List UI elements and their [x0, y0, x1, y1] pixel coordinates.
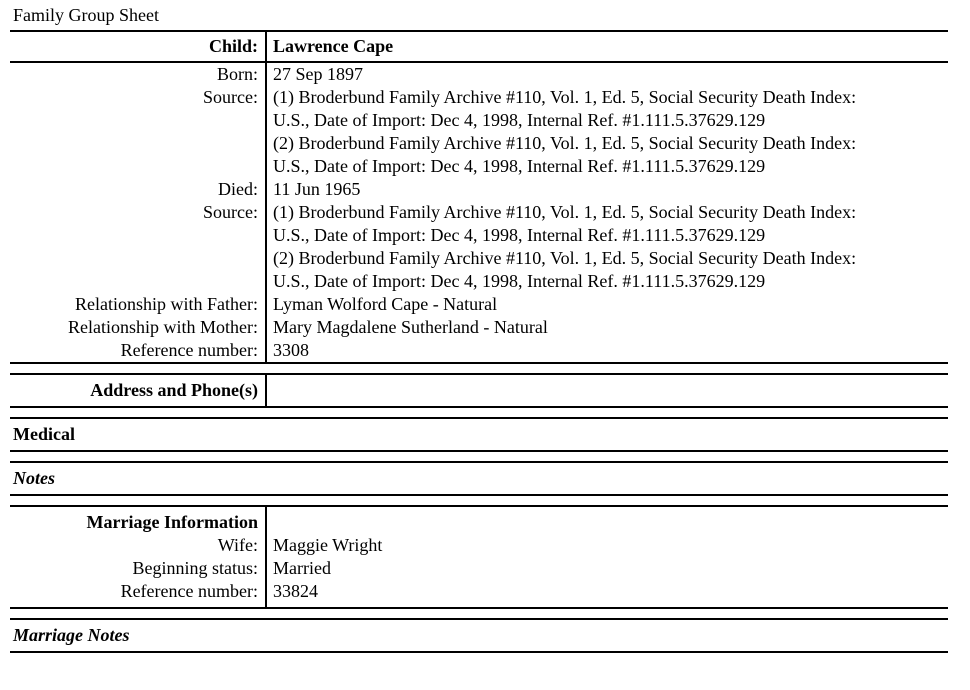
source-line: U.S., Date of Import: Dec 4, 1998, Internal Ref. #1.111.5.37629.129 — [273, 156, 766, 176]
child-section-label: Child: — [10, 32, 267, 61]
source-line: U.S., Date of Import: Dec 4, 1998, Internal Ref. #1.111.5.37629.129 — [273, 225, 766, 245]
field-value-cell — [267, 316, 948, 339]
field-label: Wife: — [10, 534, 267, 557]
field-value: 11 Jun 1965 — [273, 179, 361, 199]
field-label: Relationship with Mother: — [10, 316, 267, 339]
address-header-row — [10, 375, 948, 406]
section-header-marriage-notes: Marriage Notes — [13, 625, 130, 645]
field-label: Reference number: — [10, 339, 267, 362]
source-line: (2) Broderbund Family Archive #110, Vol. 1, Ed. 5, Social Security Death Index: — [273, 133, 857, 153]
section-header-medical: Medical — [13, 424, 75, 444]
row-wife — [10, 534, 948, 557]
field-label: Reference number: — [10, 580, 267, 607]
field-label: Born: — [10, 63, 267, 86]
field-value: 33824 — [273, 581, 318, 601]
row-died-source — [10, 201, 948, 293]
address-empty-cell — [267, 375, 948, 406]
child-name: Lawrence Cape — [273, 36, 394, 56]
field-value: 27 Sep 1897 — [273, 64, 363, 84]
marriage-header-row — [10, 507, 948, 534]
row-marriage-reference-number — [10, 580, 948, 607]
section-header-address: Address and Phone(s) — [10, 375, 267, 406]
source-line: U.S., Date of Import: Dec 4, 1998, Internal Ref. #1.111.5.37629.129 — [273, 271, 766, 291]
marriage-empty-cell — [267, 507, 948, 534]
field-value-cell — [267, 178, 948, 201]
row-reference-number — [10, 339, 948, 362]
field-value-cell — [267, 201, 948, 293]
child-header-row — [10, 32, 948, 63]
source-line: (1) Broderbund Family Archive #110, Vol. 1, Ed. 5, Social Security Death Index: — [273, 202, 857, 222]
row-born — [10, 63, 948, 86]
row-born-source — [10, 86, 948, 178]
page-title: Family Group Sheet — [13, 5, 159, 25]
field-value-cell — [267, 293, 948, 316]
notes-table — [10, 461, 948, 496]
field-label: Relationship with Father: — [10, 293, 267, 316]
field-value-cell — [267, 86, 948, 178]
marriage-header: Marriage Information — [10, 507, 267, 534]
source-line: U.S., Date of Import: Dec 4, 1998, Internal Ref. #1.111.5.37629.129 — [273, 110, 766, 130]
marriage-notes-table — [10, 618, 948, 653]
source-line: (2) Broderbund Family Archive #110, Vol. 1, Ed. 5, Social Security Death Index: — [273, 248, 857, 268]
field-value: Married — [273, 558, 331, 578]
field-label: Died: — [10, 178, 267, 201]
medical-table — [10, 417, 948, 452]
field-label: Source: — [10, 86, 267, 178]
field-value-cell — [267, 339, 948, 362]
row-relationship-father — [10, 293, 948, 316]
row-beginning-status — [10, 557, 948, 580]
field-value: Lyman Wolford Cape - Natural — [273, 294, 498, 314]
source-line: (1) Broderbund Family Archive #110, Vol. 1, Ed. 5, Social Security Death Index: — [273, 87, 857, 107]
field-value-cell — [267, 63, 948, 86]
field-value: 3308 — [273, 340, 309, 360]
child-table — [10, 30, 948, 364]
field-label: Beginning status: — [10, 557, 267, 580]
row-died — [10, 178, 948, 201]
marriage-table — [10, 505, 948, 609]
address-table — [10, 373, 948, 408]
field-label: Source: — [10, 201, 267, 293]
row-relationship-mother — [10, 316, 948, 339]
field-value: Mary Magdalene Sutherland - Natural — [273, 317, 548, 337]
section-header-notes: Notes — [13, 468, 55, 488]
field-value: Maggie Wright — [273, 535, 383, 555]
